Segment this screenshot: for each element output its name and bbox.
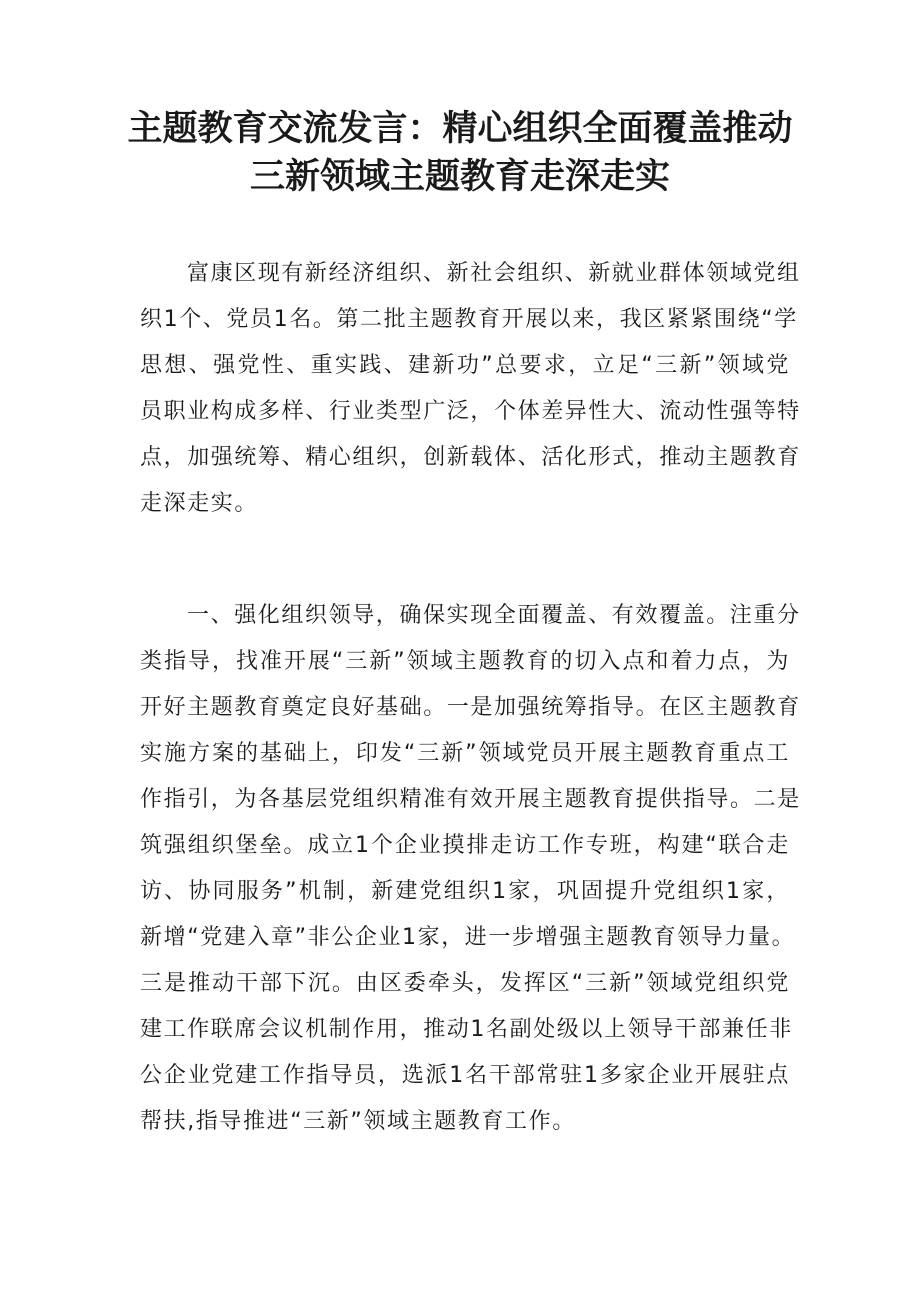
paragraph-line: 公企业党建工作指导员，选派1名干部常驻1多家企业开展驻点 bbox=[140, 1063, 790, 1088]
paragraph-line: 员职业构成多样、行业类型广泛，个体差异性大、流动性强等特 bbox=[140, 399, 801, 424]
paragraph-line: 走深走实。 bbox=[140, 491, 259, 516]
paragraph-section-1 bbox=[140, 593, 801, 1145]
paragraph-line: 开好主题教育奠定良好基础。一是加强统筹指导。在区主题教育 bbox=[140, 695, 801, 720]
document-title-line-2: 三新领域主题教育走深走实 bbox=[249, 156, 670, 197]
paragraph-line: 点，加强统筹、精心组织，创新载体、活化形式，推动主题教育 bbox=[140, 445, 801, 470]
paragraph-intro bbox=[140, 251, 801, 527]
paragraph-line: 类指导，找准开展“三新”领域主题教育的切入点和着力点，为 bbox=[140, 649, 790, 674]
paragraph-line: 新增“党建入章”非公企业1家，进一步增强主题教育领导力量。 bbox=[140, 925, 796, 950]
paragraph-line: 织1个、党员1名。第二批主题教育开展以来，我区紧紧围绕“学 bbox=[140, 307, 798, 332]
paragraph-line: 思想、强党性、重实践、建新功”总要求，立足“三新”领域党 bbox=[140, 353, 790, 378]
paragraph-line: 筑强组织堡垒。成立1个企业摸排走访工作专班，构建“联合走 bbox=[140, 833, 790, 858]
paragraph-line: 一、强化组织领导，确保实现全面覆盖、有效覆盖。注重分 bbox=[187, 603, 801, 628]
paragraph-line: 作指引，为各基层党组织精准有效开展主题教育提供指导。二是 bbox=[140, 787, 801, 812]
paragraph-line: 访、协同服务”机制，新建党组织1家，巩固提升党组织1家， bbox=[140, 879, 790, 904]
paragraph-line: 富康区现有新经济组织、新社会组织、新就业群体领域党组 bbox=[187, 261, 801, 286]
paragraph-line: 帮扶,指导推进“三新”领域主题教育工作。 bbox=[140, 1109, 576, 1134]
document-title-line-1: 主题教育交流发言：精心组织全面覆盖推动 bbox=[127, 108, 793, 149]
paragraph-line: 实施方案的基础上，印发“三新”领域党员开展主题教育重点工 bbox=[140, 741, 790, 766]
paragraph-line: 建工作联席会议机制作用，推动1名副处级以上领导干部兼任非 bbox=[140, 1017, 793, 1042]
paragraph-line: 三是推动干部下沉。由区委牵头，发挥区“三新”领域党组织党 bbox=[140, 971, 790, 996]
